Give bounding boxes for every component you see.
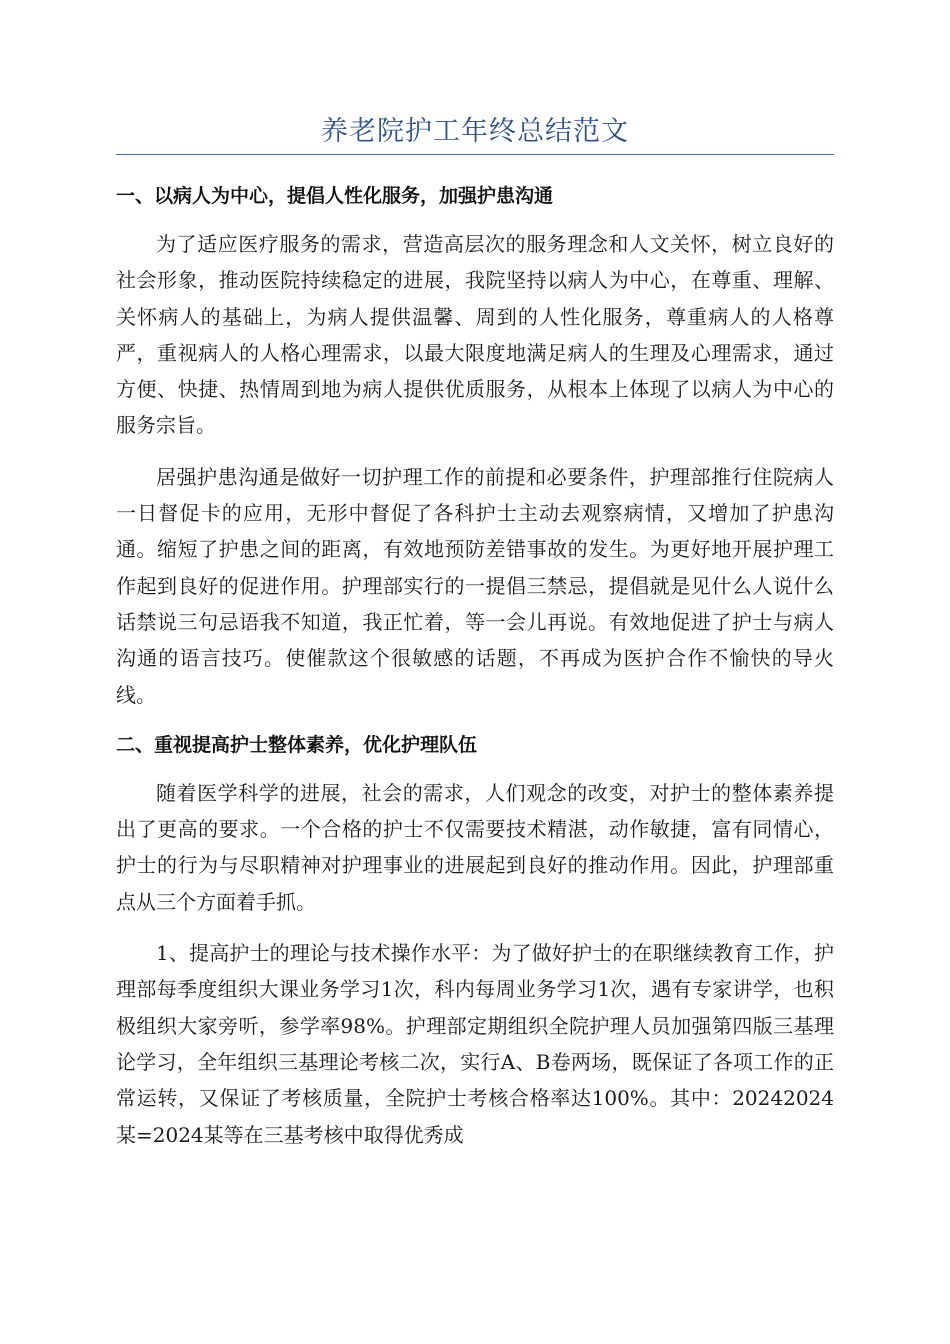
section-2-paragraph-1: 随着医学科学的进展，社会的需求，人们观念的改变，对护士的整体素养提出了更高的要求。一个合格的护士不仅需要技术精湛，动作敏捷，富有同情心，护士的行为与尽职精神对护理事业的进展起到良好的推动作用。因此，护理部重点从三个方面着手抓。 <box>116 780 834 914</box>
section-heading-2: 二、重视提高护士整体素养，优化护理队伍 <box>116 733 478 756</box>
section-2-paragraph-2: 1、提高护士的理论与技术操作水平：为了做好护士的在职继续教育工作，护理部每季度组织大课业务学习1次，科内每周业务学习1次，遇有专家讲学，也积极组织大家旁听，参学率98%。护理部定期组织全院护理人员加强第四版三基理论学习，全年组织三基理论考核二次，实行A、B卷两场，既保证了各项工作的正常运转，又保证了考核质量，全院护士考核合格率达100%。其中：20242024某=2024某等在三基考核中取得优秀成 <box>116 941 834 1147</box>
title-underline <box>116 154 834 155</box>
section-1-paragraph-2: 居强护患沟通是做好一切护理工作的前提和必要条件，护理部推行住院病人一日督促卡的应用，无形中督促了各科护士主动去观察病情，又增加了护患沟通。缩短了护患之间的距离，有效地预防差错事故的发生。为更好地开展护理工作起到良好的促进作用。护理部实行的一提倡三禁忌，提倡就是见什么人说什么话禁说三句忌语我不知道，我正忙着，等一会儿再说。有效地促进了护士与病人沟通的语言技巧。使催款这个很敏感的话题，不再成为医护合作不愉快的导火线。 <box>116 464 834 707</box>
document-body <box>116 174 834 1153</box>
section-1-paragraph-1: 为了适应医疗服务的需求，营造高层次的服务理念和人文关怀，树立良好的社会形象，推动医院持续稳定的进展，我院坚持以病人为中心，在尊重、理解、关怀病人的基础上，为病人提供温馨、周到的人性化服务，尊重病人的人格尊严，重视病人的人格心理需求，以最大限度地满足病人的生理及心理需求，通过方便、快捷、热情周到地为病人提供优质服务，从根本上体现了以病人为中心的服务宗旨。 <box>116 232 834 438</box>
document-title: 养老院护工年终总结范文 <box>321 116 629 147</box>
section-heading-1: 一、以病人为中心，提倡人性化服务，加强护患沟通 <box>116 185 554 207</box>
